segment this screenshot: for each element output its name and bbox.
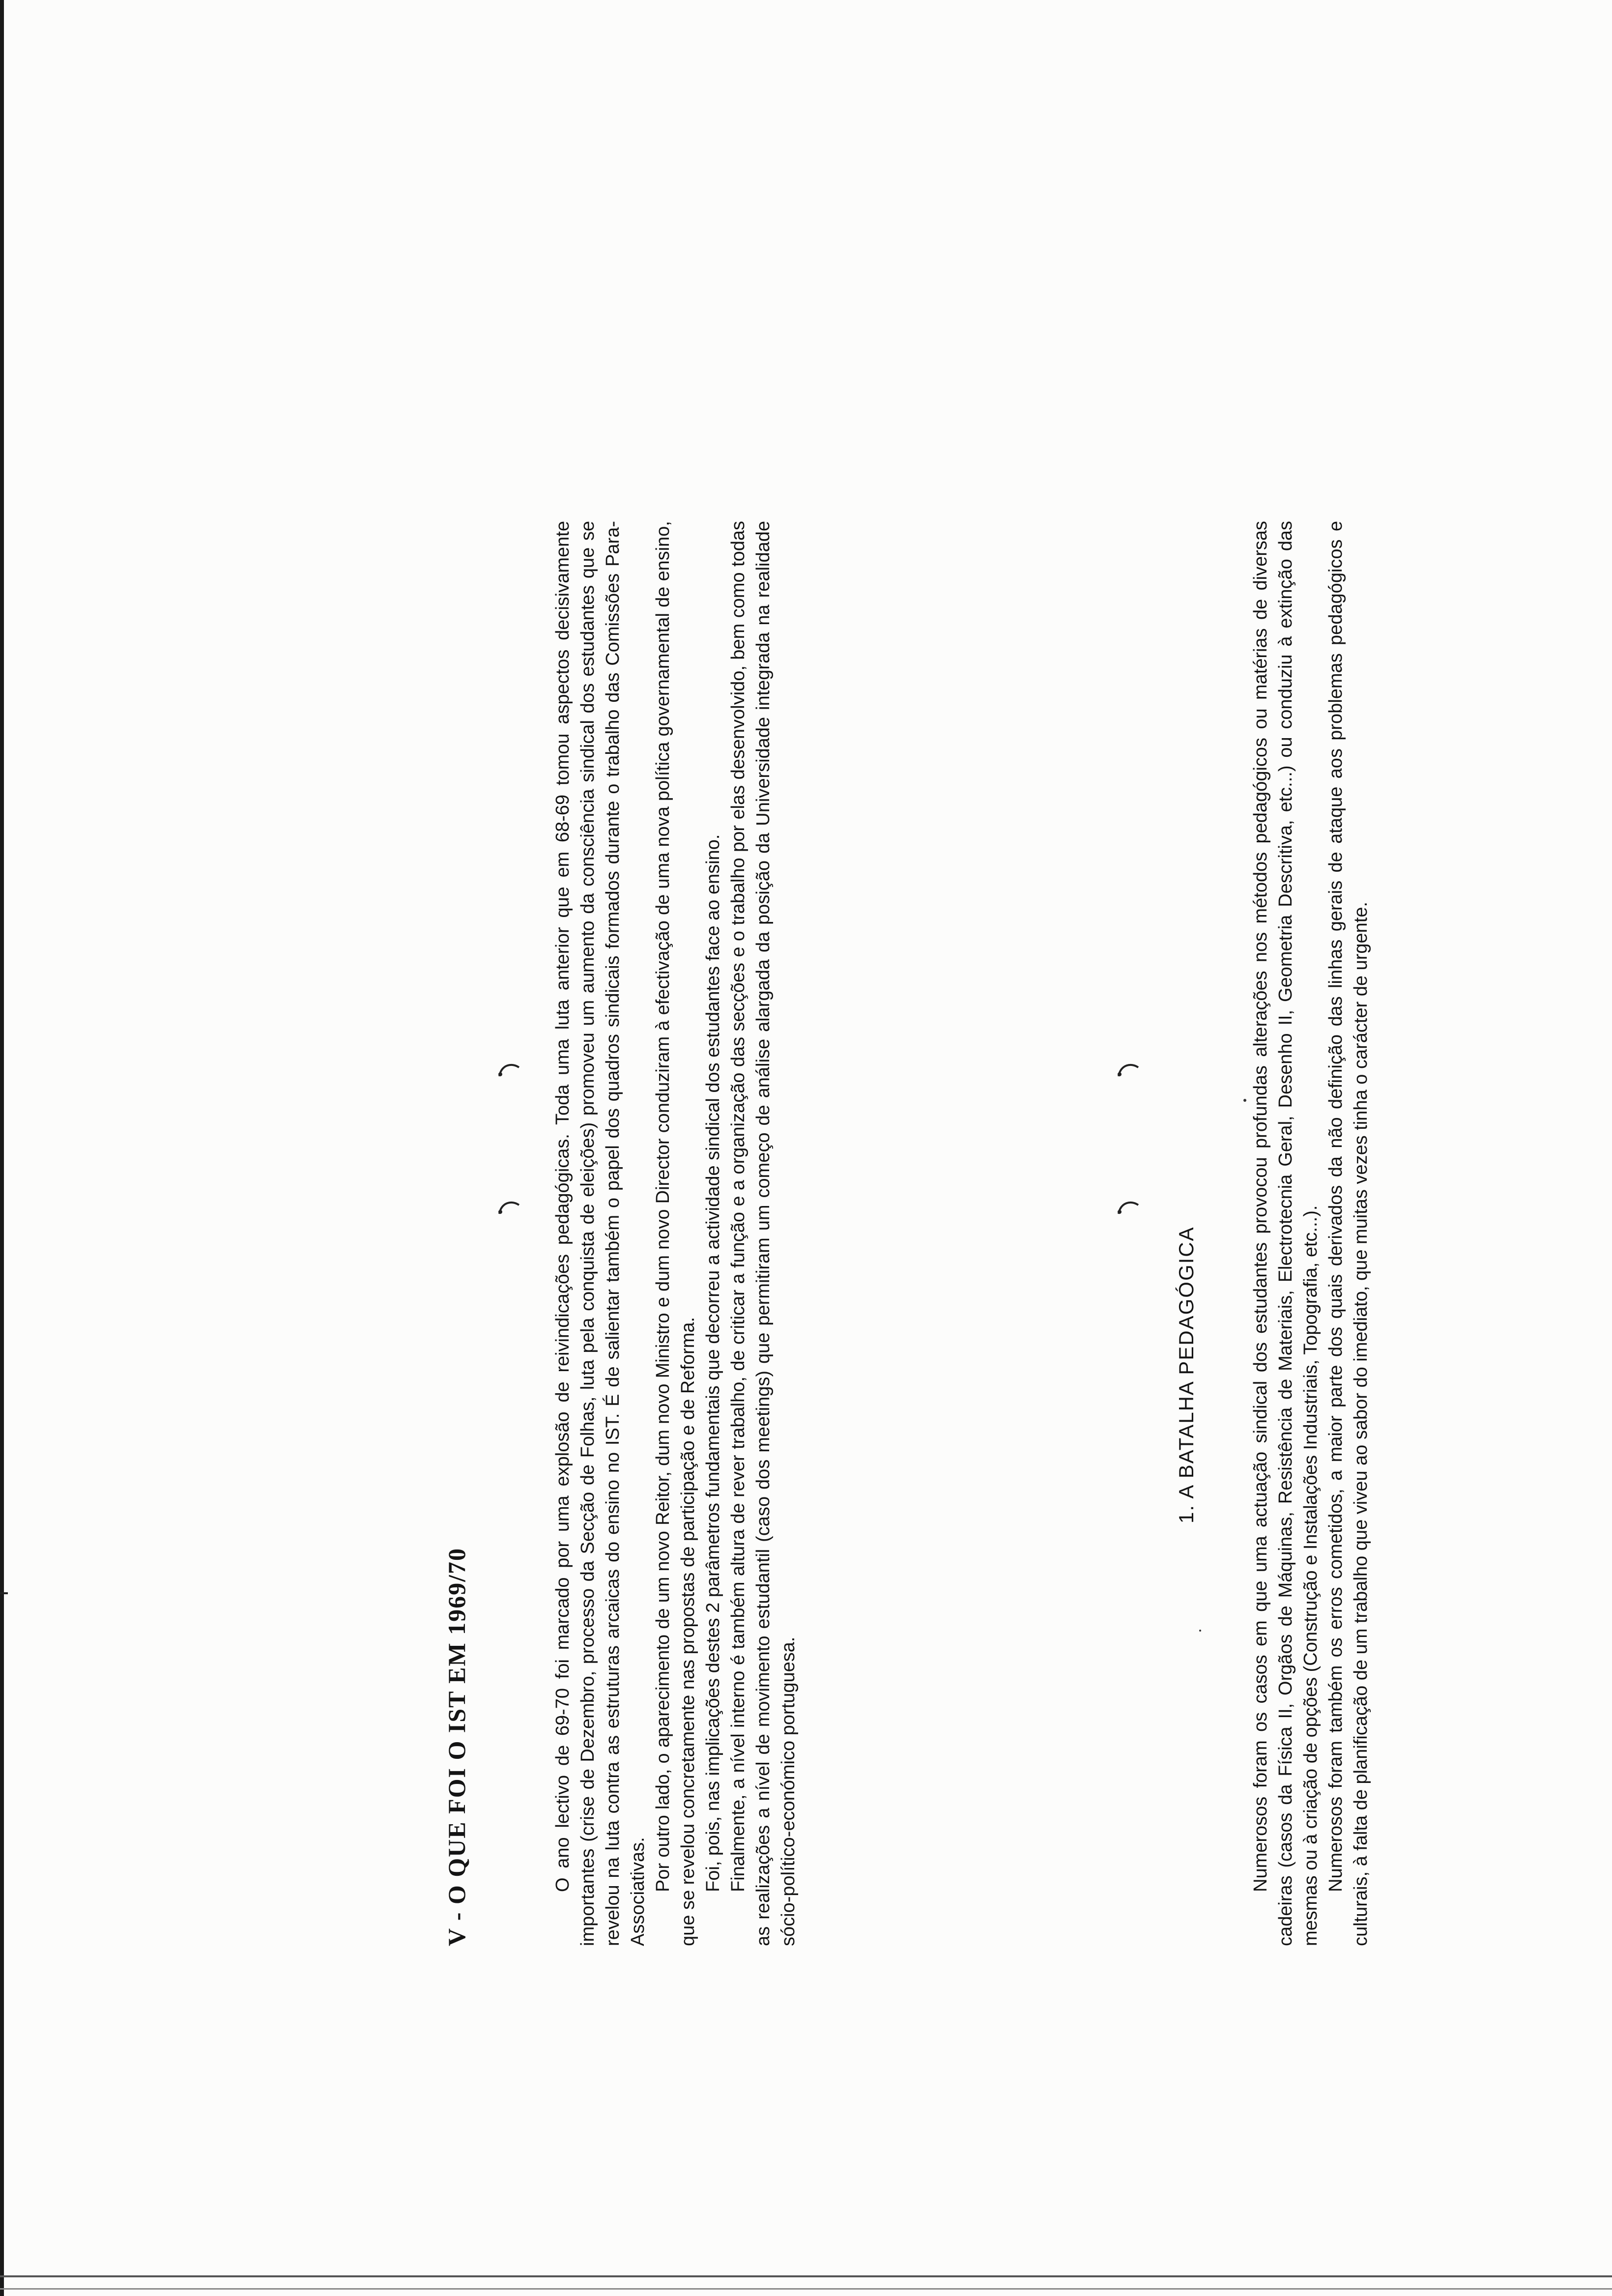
page-title: V - O QUE FOI O IST EM 1969/70: [443, 1547, 470, 1946]
section-body: [1248, 521, 1374, 1946]
binder-hole-mark: [1117, 1199, 1140, 1216]
paragraph: O ano lectivo de 69-70 foi marcado por uma explosão de reivindicações pedagógicas. Toda uma luta anterior que em 68-69 tomou aspectos decisivamente importantes (crise de Dezembro, processo da Secção de Folhas, luta pela conquista de eleições) promoveu um aumento da consciência sindical dos estudantes que se revelou na luta contra as estruturas arcaicas do ensino no IST. É de salientar também o papel dos quadros sindicais formados durante o trabalho das Comissões Para-Associativas.: [552, 521, 648, 1946]
paragraph: Numerosos foram também os erros cometidos, a maior parte dos quais derivados da não definição das linhas gerais de ataque aos problemas pedagógicos e culturais, à falta de planificação de um trabalho que viveu ao sabor do imediato, que muitas vezes tinha o carácter de urgente.: [1325, 521, 1371, 1946]
scan-edge-tick: [0, 1592, 8, 1594]
paragraph: Por outro lado, o aparecimento de um novo Reitor, dum novo Ministro e dum novo Director conduziram à efectivação de uma nova política governamental de ensino, que se revelou concretamente nas propostas de participação e de Reforma.: [653, 521, 698, 1946]
paragraph: Finalmente, a nível interno é também altura de rever trabalho, de criticar a função e a organização das secções e o trabalho por elas desenvolvido, bem como todas as realizações a nível de movimento estudantil (caso dos meetings) que permitiram um começo de análise alargada da posição da Universidade integrada na realidade sócio-político-económico portuguesa.: [728, 521, 799, 1946]
rotated-content: [442, 103, 1371, 1946]
scan-speck: [1243, 1099, 1246, 1102]
binder-hole-mark: [1117, 1062, 1140, 1078]
scan-bottom-edge: [0, 2275, 1612, 2277]
scan-speck: [1199, 1630, 1201, 1632]
scan-bottom-edge-secondary: [0, 2288, 1612, 2290]
paragraph: Foi, pois, nas implicações destes 2 parâmetros fundamentais que decorreu a actividade sindical dos estudantes face ao ensino.: [703, 834, 723, 1892]
intro-body: [550, 521, 801, 1946]
section-heading: 1. A BATALHA PEDAGÓGICA: [1175, 1226, 1198, 1523]
scan-left-edge: [0, 0, 4, 2296]
paragraph: Numerosos foram os casos em que uma actuação sindical dos estudantes provocou profundas alterações nos métodos pedagógicos ou matérias de diversas cadeiras (casos da Física II, Orgãos de Máquinas, Resistência de Materiais, Electrotecnia Geral, Desenho II, Geometria Descritiva, etc...) ou conduziu à extinção das mesmas ou à criação de opções (Construção e Instalações Industriais, Topografia, etc...).: [1250, 521, 1321, 1946]
